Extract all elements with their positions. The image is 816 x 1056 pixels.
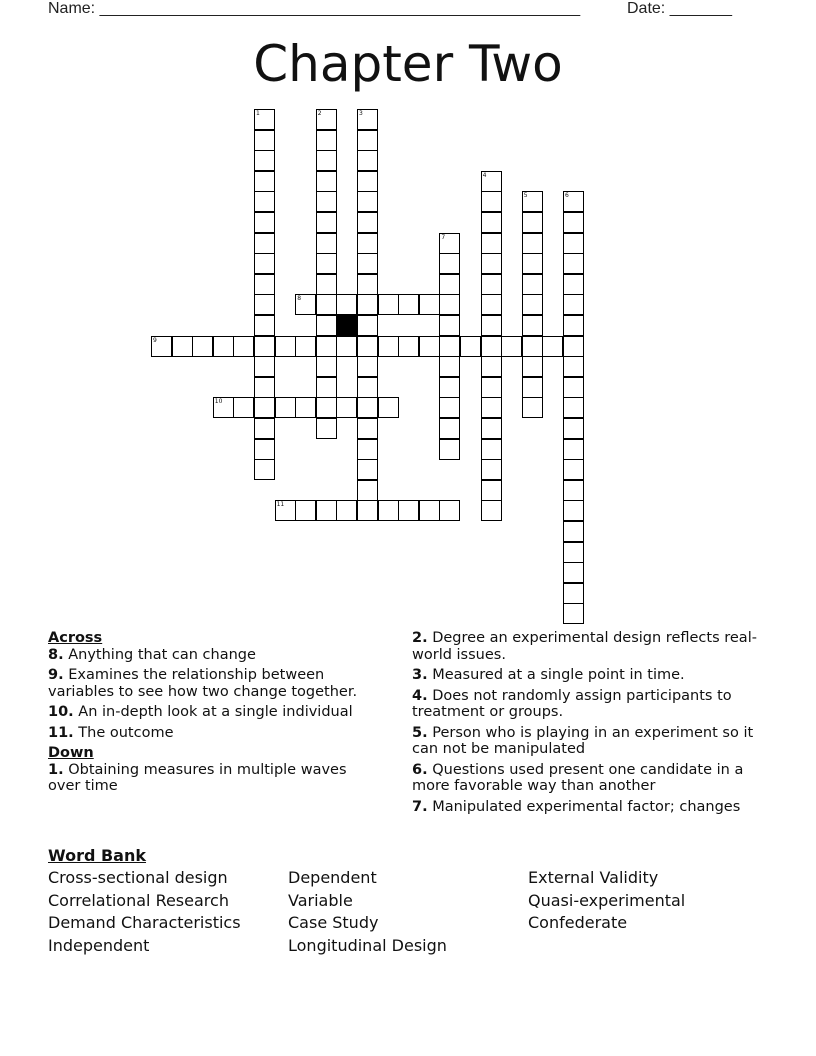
crossword-cell[interactable] (419, 294, 440, 315)
crossword-cell[interactable] (357, 356, 378, 377)
crossword-cell[interactable] (213, 397, 234, 418)
word-bank-item: Confederate (528, 913, 628, 933)
crossword-cell[interactable] (275, 397, 296, 418)
crossword-cell[interactable] (295, 397, 316, 418)
word-bank-item: Cross-sectional design (48, 868, 228, 887)
clue-number: 3 (359, 110, 363, 117)
crossword-cell[interactable] (439, 418, 460, 439)
crossword-cell[interactable] (378, 294, 399, 315)
crossword-cell[interactable] (254, 130, 275, 151)
word-bank-title: Word Bank (48, 846, 147, 865)
word-bank-item: Independent (48, 936, 150, 956)
crossword-block-cell (336, 315, 357, 336)
page-title: Chapter Two (253, 35, 563, 93)
clue-down-5: 5. Person who is playing in an experiment so it can not be manipulated (412, 724, 754, 757)
crossword-cell[interactable] (357, 191, 378, 212)
crossword-cell[interactable] (522, 397, 543, 418)
crossword-cell[interactable] (481, 397, 502, 418)
across-heading: Across (48, 630, 103, 646)
crossword-cell[interactable] (398, 500, 419, 521)
clue-number: 5 (523, 192, 528, 200)
crossword-cell[interactable] (275, 500, 296, 521)
crossword-cell[interactable] (481, 336, 502, 357)
crossword-cell[interactable] (563, 439, 584, 460)
crossword-cell[interactable] (254, 191, 275, 212)
clue-number: 6 (565, 192, 569, 200)
name-field[interactable]: Name: ______________________________________________________ (48, 0, 581, 17)
clues-right-column (412, 630, 762, 819)
crossword-cell[interactable] (439, 377, 460, 398)
crossword-cell[interactable] (316, 253, 337, 274)
crossword-cell[interactable] (481, 315, 502, 336)
crossword-cell[interactable] (378, 397, 399, 418)
clue-down-3: 3. Measured at a single point in time. (412, 667, 685, 683)
crossword-cell[interactable] (275, 336, 296, 357)
crossword-cell[interactable] (357, 130, 378, 151)
crossword-cell[interactable] (481, 191, 502, 212)
crossword-cell[interactable] (254, 109, 275, 130)
clue-across-10: 10. An in-depth look at a single individual (48, 704, 353, 720)
word-bank-item: External Validity (528, 868, 659, 887)
clue-across-9: 9. Examines the relationship between variables to see how two change together. (48, 667, 358, 700)
crossword-cell[interactable] (233, 397, 254, 418)
crossword-cell[interactable] (563, 191, 584, 212)
word-bank-column-3 (528, 867, 685, 935)
crossword-cell[interactable] (316, 500, 337, 521)
crossword-cell[interactable] (563, 212, 584, 233)
crossword-cell[interactable] (522, 191, 543, 212)
crossword-cell[interactable] (254, 253, 275, 274)
crossword-cell[interactable] (378, 500, 399, 521)
crossword-cell[interactable] (481, 294, 502, 315)
crossword-cell[interactable] (419, 336, 440, 357)
crossword-cell[interactable] (439, 274, 460, 295)
crossword-cell[interactable] (316, 274, 337, 295)
clue-down-4: 4. Does not randomly assign participants to treatment or groups. (412, 687, 732, 720)
word-bank-item: Correlational Research (48, 890, 229, 910)
crossword-cell[interactable] (254, 356, 275, 377)
crossword-cell[interactable] (357, 500, 378, 521)
crossword-cell[interactable] (336, 397, 357, 418)
crossword-cell[interactable] (439, 397, 460, 418)
crossword-cell[interactable] (254, 377, 275, 398)
crossword-cell[interactable] (481, 356, 502, 377)
crossword-cell[interactable] (563, 315, 584, 336)
crossword-cell[interactable] (357, 397, 378, 418)
crossword-cell[interactable] (357, 274, 378, 295)
crossword-cell[interactable] (254, 439, 275, 460)
crossword-cell[interactable] (481, 212, 502, 233)
crossword-cell[interactable] (439, 315, 460, 336)
crossword-cell[interactable] (357, 336, 378, 357)
crossword-cell[interactable] (542, 336, 563, 357)
word-bank-item: Quasi-experimental (528, 890, 686, 910)
crossword-cell[interactable] (481, 274, 502, 295)
crossword-cell[interactable] (481, 171, 502, 192)
crossword-cell[interactable] (563, 356, 584, 377)
crossword-cell[interactable] (254, 233, 275, 254)
crossword-cell[interactable] (563, 480, 584, 501)
crossword-cell[interactable] (357, 377, 378, 398)
crossword-cell[interactable] (563, 500, 584, 521)
crossword-cell[interactable] (563, 418, 584, 439)
crossword-cell[interactable] (522, 274, 543, 295)
crossword-cell[interactable] (316, 397, 337, 418)
crossword-cell[interactable] (254, 459, 275, 480)
crossword-cell[interactable] (213, 336, 234, 357)
crossword-cell[interactable] (316, 315, 337, 336)
crossword-cell[interactable] (336, 500, 357, 521)
crossword-cell[interactable] (357, 294, 378, 315)
crossword-cell[interactable] (316, 418, 337, 439)
clue-across-11: 11. The outcome (48, 724, 174, 741)
crossword-cell[interactable] (316, 356, 337, 377)
crossword-cell[interactable] (316, 109, 337, 130)
crossword-cell[interactable] (439, 336, 460, 357)
crossword-cell[interactable] (357, 109, 378, 130)
clue-number: 1 (256, 110, 260, 117)
crossword-cell[interactable] (439, 294, 460, 315)
crossword-cell[interactable] (481, 459, 502, 480)
crossword-cell[interactable] (398, 336, 419, 357)
crossword-cell[interactable] (481, 377, 502, 398)
clue-down-7: 7. Manipulated experimental factor; changes (412, 798, 741, 815)
word-bank-item: Variable (288, 890, 353, 910)
crossword-cell[interactable] (295, 336, 316, 357)
crossword-cell[interactable] (357, 212, 378, 233)
clues-left-column (48, 630, 378, 799)
crossword-cell[interactable] (563, 274, 584, 295)
clue-down-1: 1. Obtaining measures in multiple waves over time (48, 761, 347, 794)
crossword-cell[interactable] (501, 336, 522, 357)
word-bank-item: Case Study (288, 913, 379, 933)
crossword-cell[interactable] (254, 336, 275, 357)
word-bank-item: Demand Characteristics (48, 913, 241, 933)
crossword-cell[interactable] (254, 397, 275, 418)
crossword-cell[interactable] (439, 233, 460, 254)
crossword-cell[interactable] (460, 336, 481, 357)
crossword-cell[interactable] (336, 336, 357, 357)
crossword-cell[interactable] (316, 294, 337, 315)
crossword-cell[interactable] (522, 233, 543, 254)
crossword-cell[interactable] (563, 233, 584, 254)
crossword-cell[interactable] (522, 336, 543, 357)
crossword-cell[interactable] (233, 336, 254, 357)
crossword-cell[interactable] (439, 439, 460, 460)
clue-across-8: 8. Anything that can change (48, 646, 256, 663)
clue-number: 9 (153, 336, 157, 344)
crossword-cell[interactable] (357, 253, 378, 274)
crossword-cell[interactable] (481, 233, 502, 254)
crossword-cell[interactable] (357, 418, 378, 439)
crossword-cell[interactable] (439, 253, 460, 274)
crossword-cell[interactable] (481, 253, 502, 274)
crossword-cell[interactable] (254, 294, 275, 315)
crossword-cell[interactable] (563, 459, 584, 480)
clue-number: 11 (276, 501, 285, 509)
crossword-cell[interactable] (254, 171, 275, 192)
crossword-cell[interactable] (316, 191, 337, 212)
crossword-cell[interactable] (522, 294, 543, 315)
crossword-cell[interactable] (192, 336, 213, 357)
crossword-cell[interactable] (481, 439, 502, 460)
crossword-cell[interactable] (481, 418, 502, 439)
crossword-cell[interactable] (316, 150, 337, 171)
word-bank-item: Dependent (288, 868, 377, 887)
crossword-cell[interactable] (316, 212, 337, 233)
word-bank-item: Longitudinal Design (288, 936, 447, 956)
word-bank-column-1 (48, 867, 241, 958)
crossword-cell[interactable] (522, 356, 543, 377)
crossword-cell[interactable] (357, 171, 378, 192)
clue-down-2: 2. Degree an experimental design reflects real-world issues. (412, 630, 757, 663)
crossword-cell[interactable] (439, 356, 460, 377)
date-field[interactable]: Date: _______ (627, 0, 732, 17)
crossword-cell[interactable] (357, 233, 378, 254)
crossword-cell[interactable] (357, 315, 378, 336)
crossword-cell[interactable] (398, 294, 419, 315)
crossword-cell[interactable] (254, 274, 275, 295)
crossword-cell[interactable] (316, 377, 337, 398)
crossword-cell[interactable] (481, 480, 502, 501)
clue-number: 4 (482, 171, 487, 179)
crossword-cell[interactable] (295, 500, 316, 521)
crossword-cell[interactable] (419, 500, 440, 521)
clue-number: 7 (441, 233, 446, 241)
crossword-cell[interactable] (522, 212, 543, 233)
crossword-cell[interactable] (316, 233, 337, 254)
crossword-cell[interactable] (357, 150, 378, 171)
word-bank-column-2 (288, 867, 447, 958)
crossword-cell[interactable] (563, 542, 584, 563)
crossword-cell[interactable] (254, 150, 275, 171)
crossword-cell[interactable] (316, 336, 337, 357)
crossword-cell[interactable] (295, 294, 316, 315)
crossword-cell[interactable] (563, 336, 584, 357)
crossword-cell[interactable] (254, 212, 275, 233)
crossword-cell[interactable] (481, 500, 502, 521)
crossword-cell[interactable] (357, 459, 378, 480)
crossword-cell[interactable] (151, 336, 172, 357)
clue-number: 2 (317, 110, 322, 117)
crossword-cell[interactable] (357, 439, 378, 460)
crossword-cell[interactable] (254, 418, 275, 439)
crossword-cell[interactable] (563, 294, 584, 315)
crossword-cell[interactable] (172, 336, 193, 357)
crossword-cell[interactable] (336, 294, 357, 315)
crossword-cell[interactable] (316, 171, 337, 192)
crossword-cell[interactable] (439, 500, 460, 521)
crossword-cell[interactable] (563, 583, 584, 604)
crossword-cell[interactable] (316, 130, 337, 151)
crossword-cell[interactable] (563, 603, 584, 624)
crossword-cell[interactable] (563, 253, 584, 274)
crossword-cell[interactable] (563, 377, 584, 398)
crossword-cell[interactable] (563, 397, 584, 418)
crossword-cell[interactable] (522, 253, 543, 274)
crossword-cell[interactable] (522, 377, 543, 398)
crossword-cell[interactable] (522, 315, 543, 336)
down-heading: Down (48, 745, 94, 761)
clue-number: 10 (214, 398, 223, 406)
clue-number: 8 (297, 295, 302, 303)
crossword-cell[interactable] (357, 480, 378, 501)
crossword-cell[interactable] (563, 521, 584, 542)
clue-down-6: 6. Questions used present one candidate in a more favorable way than another (412, 761, 744, 794)
crossword-cell[interactable] (563, 562, 584, 583)
crossword-cell[interactable] (378, 336, 399, 357)
crossword-cell[interactable] (254, 315, 275, 336)
